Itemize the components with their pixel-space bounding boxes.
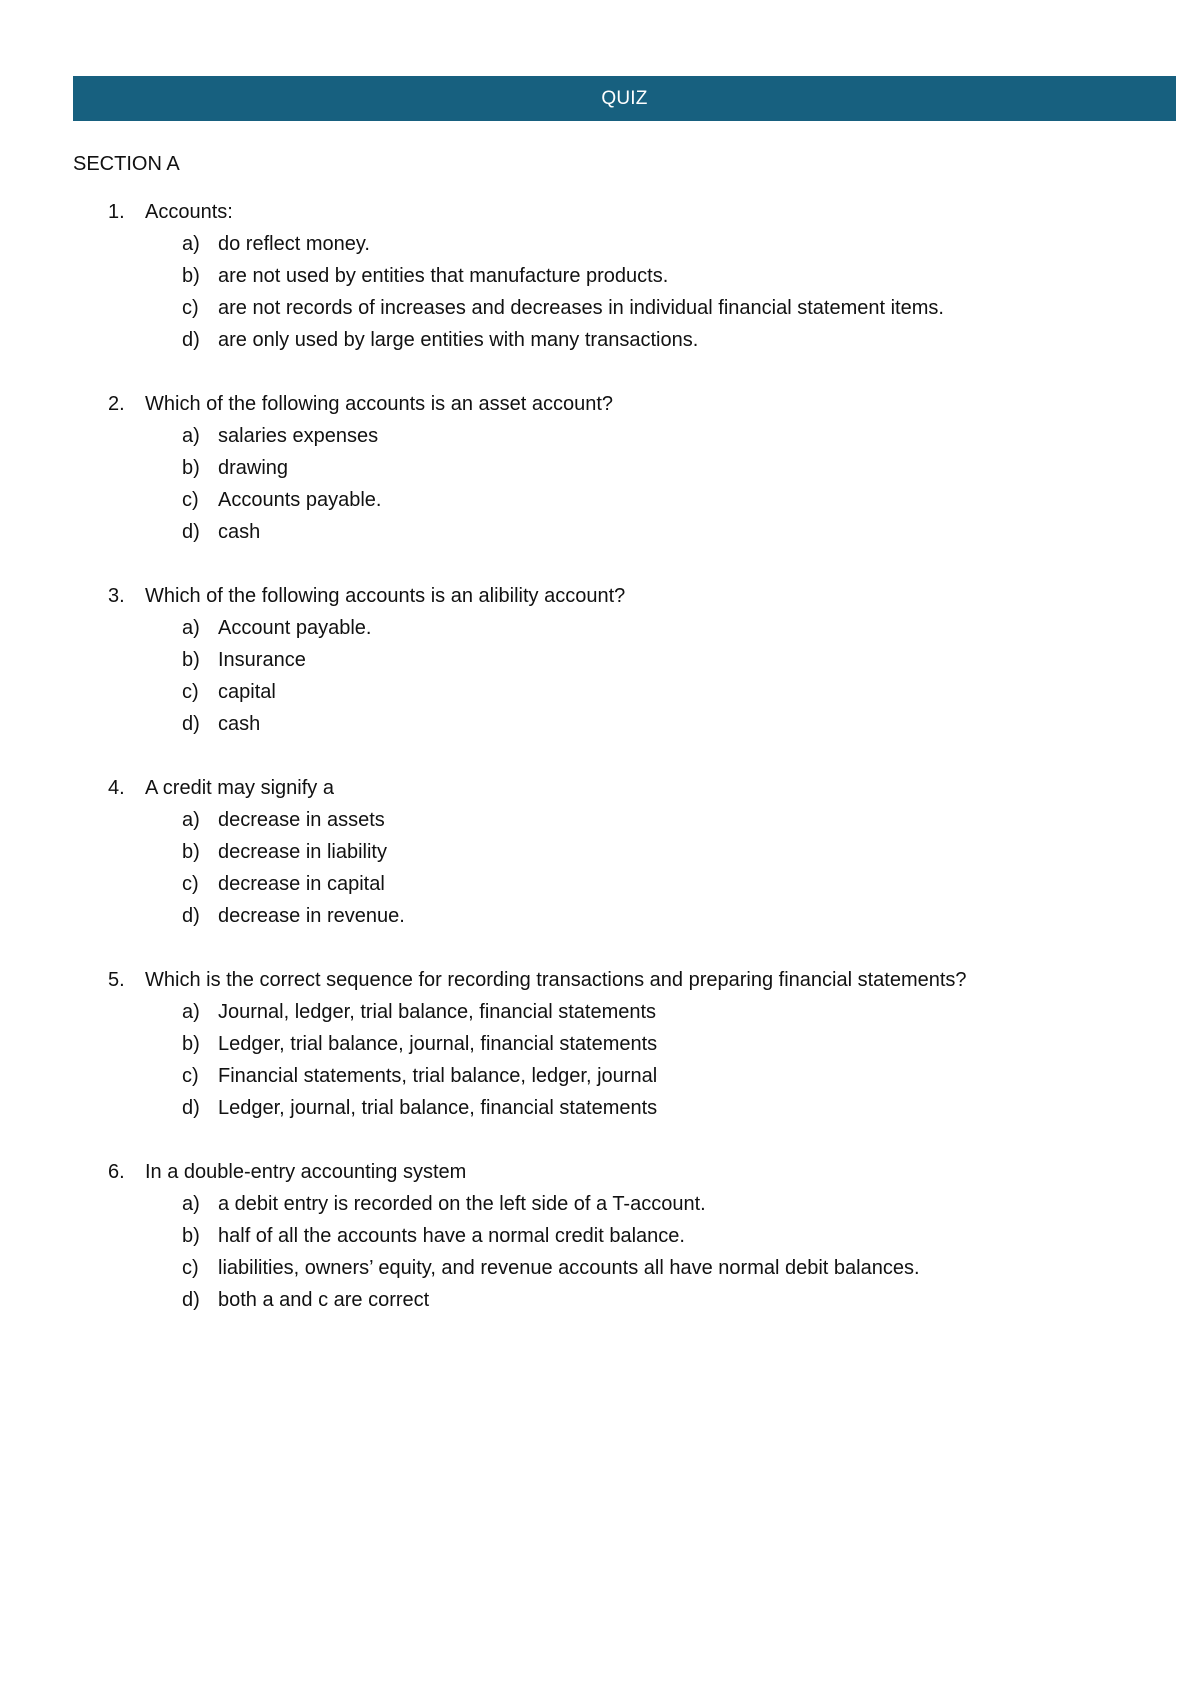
answer-option (0, 836, 1200, 868)
option-letter: d) (182, 521, 200, 543)
option-text: Financial statements, trial balance, ledger, journal (218, 1065, 658, 1087)
question-item (0, 1156, 1200, 1316)
question-line (0, 388, 1200, 420)
answer-option (0, 1060, 1200, 1092)
answer-option (0, 1220, 1200, 1252)
option-letter: a) (182, 233, 200, 255)
option-letter: b) (182, 649, 200, 671)
option-text: capital (218, 681, 276, 703)
question-number: 2. (108, 393, 125, 415)
option-letter: a) (182, 1193, 200, 1215)
question-number: 4. (108, 777, 125, 799)
option-text: cash (218, 713, 261, 735)
option-letter: a) (182, 809, 200, 831)
option-letter: b) (182, 1225, 200, 1247)
option-letter: a) (182, 425, 200, 447)
answer-option (0, 484, 1200, 516)
question-number: 3. (108, 585, 125, 607)
answer-option (0, 676, 1200, 708)
option-letter: c) (182, 1065, 199, 1087)
option-text: both a and c are correct (218, 1289, 430, 1311)
option-letter: c) (182, 873, 199, 895)
option-text: salaries expenses (218, 425, 379, 447)
question-text: A credit may signify a (145, 777, 334, 799)
question-text: Accounts: (145, 201, 233, 223)
quiz-title-bar (73, 76, 1176, 121)
answer-option (0, 1028, 1200, 1060)
section-heading: SECTION A (73, 153, 180, 175)
option-letter: a) (182, 1001, 200, 1023)
answer-option (0, 1284, 1200, 1316)
option-text: decrease in capital (218, 873, 385, 895)
answer-options (0, 612, 1200, 740)
option-letter: a) (182, 617, 200, 639)
answer-option (0, 516, 1200, 548)
answer-option (0, 612, 1200, 644)
option-text: Account payable. (218, 617, 372, 639)
answer-option (0, 260, 1200, 292)
option-letter: c) (182, 489, 199, 511)
question-text: In a double-entry accounting system (145, 1161, 467, 1183)
option-text: are only used by large entities with many transactions. (218, 329, 699, 351)
option-text: decrease in liability (218, 841, 387, 863)
quiz-title: QUIZ (601, 88, 648, 109)
option-text: Journal, ledger, trial balance, financial statements (218, 1001, 657, 1023)
question-text: Which of the following accounts is an asset account? (145, 393, 614, 415)
option-text: cash (218, 521, 261, 543)
answer-option (0, 708, 1200, 740)
option-letter: c) (182, 681, 199, 703)
option-letter: b) (182, 1033, 200, 1055)
option-text: do reflect money. (218, 233, 370, 255)
option-letter: d) (182, 1097, 200, 1119)
option-letter: d) (182, 905, 200, 927)
question-line (0, 772, 1200, 804)
option-letter: b) (182, 457, 200, 479)
question-number: 1. (108, 201, 125, 223)
answer-options (0, 228, 1200, 356)
answer-option (0, 1092, 1200, 1124)
question-item (0, 772, 1200, 932)
answer-options (0, 420, 1200, 548)
question-item (0, 196, 1200, 356)
question-line (0, 196, 1200, 228)
answer-option (0, 324, 1200, 356)
question-text: Which of the following accounts is an alibility account? (145, 585, 626, 607)
answer-option (0, 452, 1200, 484)
answer-options (0, 996, 1200, 1124)
answer-option (0, 292, 1200, 324)
question-item (0, 580, 1200, 740)
question-item (0, 964, 1200, 1124)
option-letter: d) (182, 713, 200, 735)
answer-option (0, 868, 1200, 900)
question-number: 6. (108, 1161, 125, 1183)
option-letter: d) (182, 329, 200, 351)
answer-option (0, 1252, 1200, 1284)
option-text: Insurance (218, 649, 306, 671)
question-number: 5. (108, 969, 125, 991)
option-letter: c) (182, 297, 199, 319)
option-text: decrease in revenue. (218, 905, 405, 927)
option-text: decrease in assets (218, 809, 385, 831)
answer-option (0, 644, 1200, 676)
option-text: Accounts payable. (218, 489, 382, 511)
answer-option (0, 900, 1200, 932)
answer-options (0, 804, 1200, 932)
option-letter: b) (182, 841, 200, 863)
question-line (0, 1156, 1200, 1188)
option-letter: b) (182, 265, 200, 287)
option-text: Ledger, journal, trial balance, financial statements (218, 1097, 658, 1119)
question-list (0, 196, 1200, 1348)
option-letter: c) (182, 1257, 199, 1279)
option-text: are not records of increases and decreases in individual financial statement items. (218, 297, 944, 319)
question-item (0, 388, 1200, 548)
answer-option (0, 996, 1200, 1028)
answer-option (0, 420, 1200, 452)
option-letter: d) (182, 1289, 200, 1311)
option-text: liabilities, owners’ equity, and revenue accounts all have normal debit balances. (218, 1257, 920, 1279)
option-text: a debit entry is recorded on the left side of a T-account. (218, 1193, 706, 1215)
answer-option (0, 228, 1200, 260)
question-line (0, 964, 1200, 996)
option-text: half of all the accounts have a normal credit balance. (218, 1225, 685, 1247)
answer-options (0, 1188, 1200, 1316)
answer-option (0, 804, 1200, 836)
question-text: Which is the correct sequence for recording transactions and preparing financial statements? (145, 969, 967, 991)
option-text: are not used by entities that manufacture products. (218, 265, 669, 287)
option-text: drawing (218, 457, 289, 479)
option-text: Ledger, trial balance, journal, financial statements (218, 1033, 658, 1055)
answer-option (0, 1188, 1200, 1220)
question-line (0, 580, 1200, 612)
